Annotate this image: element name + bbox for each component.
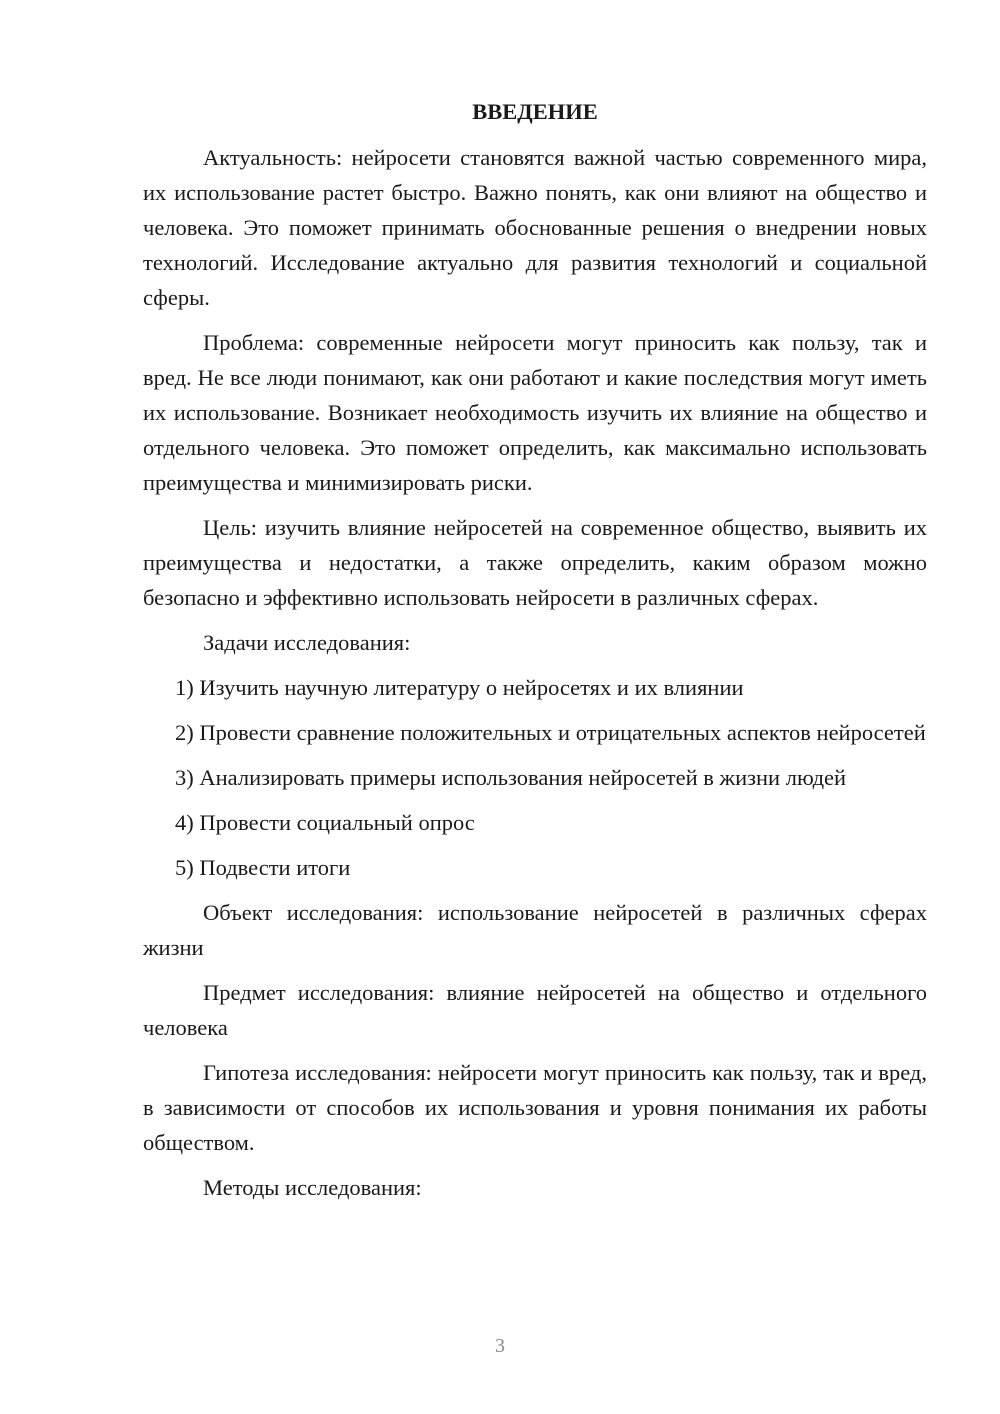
tasks-list [143,670,927,885]
list-item: 2) Провести сравнение положительных и отрицательных аспектов нейросетей [175,720,926,745]
page-number: 3 [495,1335,505,1357]
relevance-paragraph: Актуальность: нейросети становятся важной частью современного мира, их использование растет быстро. Важно понять, как они влияют на общество и человека. Это поможет принимать обоснованные решения о внедрении новых технологий. Исследование актуально для развития технологий и социальной сферы. [143,145,927,310]
problem-paragraph: Проблема: современные нейросети могут приносить как пользу, так и вред. Не все люди понимают, как они работают и какие последствия могут иметь их использование. Возникает необходимость изучить их влияние на общество и отдельного человека. Это поможет определить, как максимально использовать преимущества и минимизировать риски. [143,330,927,495]
list-item: 5) Подвести итоги [175,855,351,880]
subject-paragraph: Предмет исследования: влияние нейросетей на общество и отдельного человека [143,980,927,1040]
object-paragraph: Объект исследования: использование нейросетей в различных сферах жизни [143,900,927,960]
goal-paragraph: Цель: изучить влияние нейросетей на современное общество, выявить их преимущества и недостатки, а также определить, каким образом можно безопасно и эффективно использовать нейросети в различных сферах. [143,515,927,610]
hypothesis-paragraph: Гипотеза исследования: нейросети могут приносить как пользу, так и вред, в зависимости от способов их использования и уровня понимания их работы обществом. [143,1060,927,1155]
methods-heading: Методы исследования: [203,1175,422,1200]
list-item: 1) Изучить научную литературу о нейросетях и их влиянии [175,675,744,700]
list-item: 3) Анализировать примеры использования нейросетей в жизни людей [175,765,847,790]
tasks-heading: Задачи исследования: [203,630,411,655]
list-item: 4) Провести социальный опрос [175,810,475,835]
page-title: ВВЕДЕНИЕ [472,99,598,124]
page-content [143,94,927,1215]
